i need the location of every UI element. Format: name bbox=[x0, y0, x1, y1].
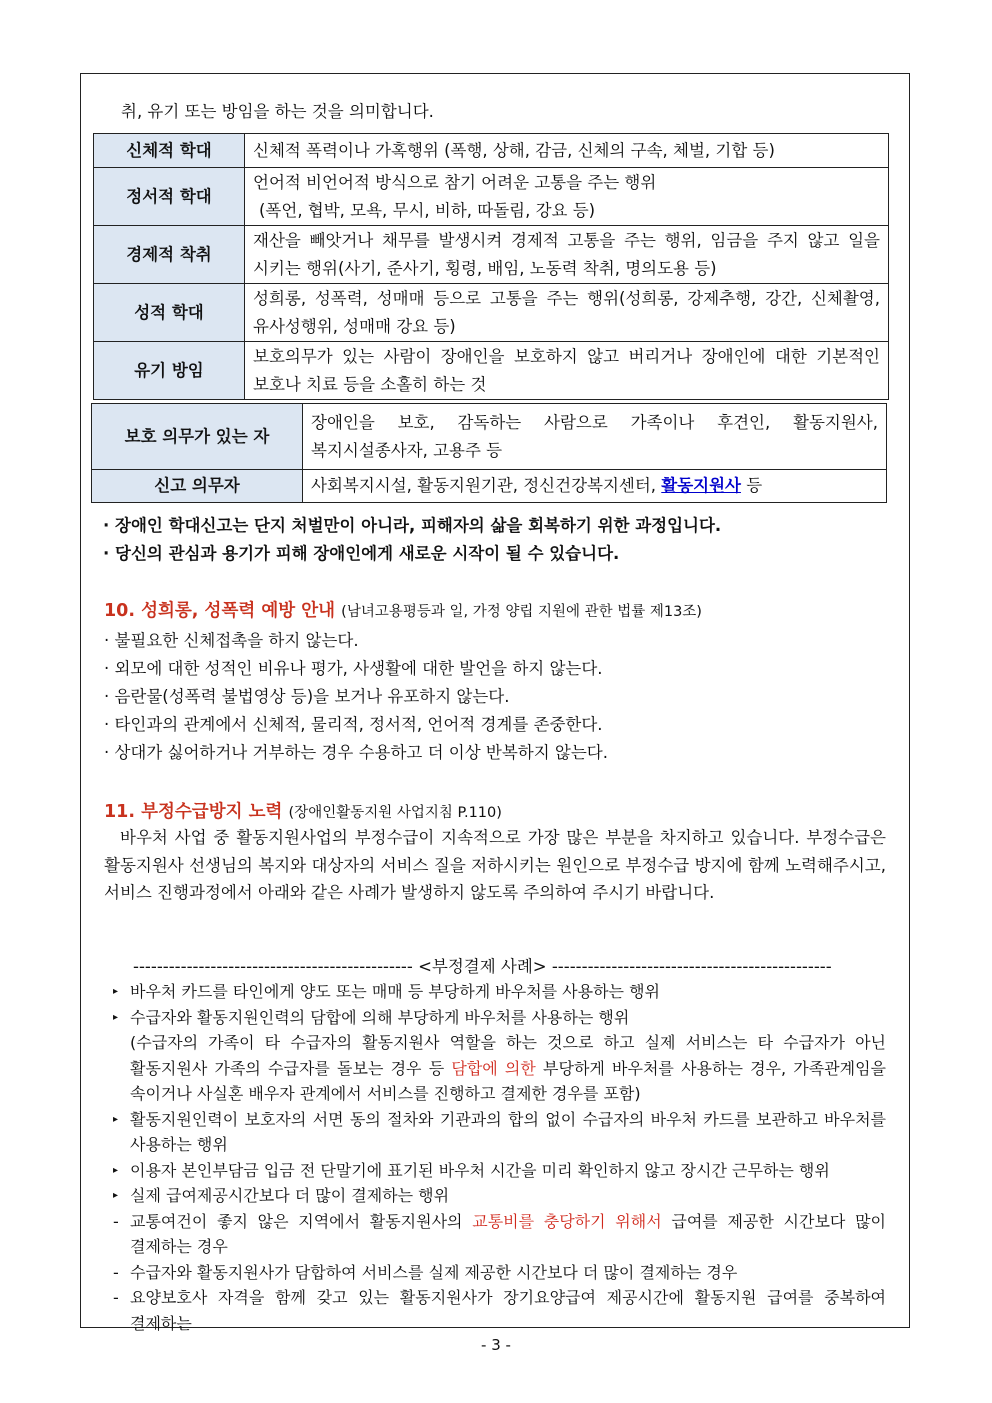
abuse-label: 유기 방임 bbox=[94, 342, 245, 400]
table-row bbox=[94, 284, 889, 342]
reporter-label: 신고 의무자 bbox=[92, 470, 303, 503]
case-text: 바우처 카드를 타인에게 양도 또는 매매 등 부당하게 바우처를 사용하는 행위 bbox=[130, 982, 660, 1001]
section-reference: (남녀고용평등과 일, 가정 양립 지원에 관한 법률 제13조) bbox=[341, 604, 702, 620]
bullet-marker: ▸ bbox=[113, 986, 119, 997]
list-item: · 타인과의 관계에서 신체적, 물리적, 정서적, 언어적 경계를 존중한다. bbox=[104, 715, 603, 734]
section-reference: (장애인활동지원 사업지침 P.110) bbox=[288, 805, 502, 821]
reporter-tail: 등 bbox=[746, 476, 763, 495]
note-line: · 당신의 관심과 용기가 피해 장애인에게 새로운 시작이 될 수 있습니다. bbox=[103, 544, 620, 563]
case-text: 급여를 제공한 시간보다 많이 결제하는 경우 bbox=[130, 1211, 886, 1256]
list-item bbox=[113, 979, 886, 1005]
section-title: 11. 부정수급방지 노력 bbox=[104, 802, 283, 822]
case-text: 교통여건이 좋지 않은 지역에서 활동지원사의 bbox=[130, 1211, 463, 1231]
abuse-desc: 재산을 빼앗거나 채무를 발생시켜 경제적 고통을 주는 행위, 임금을 주지 않고 일을 시키는 행위(사기, 준사기, 횡령, 배임, 노동력 착취, 명의도용 등) bbox=[245, 226, 889, 284]
section-11-paragraph: 바우처 사업 중 활동지원사업의 부정수급이 지속적으로 가장 많은 부분을 차지하고 있습니다. 부정수급은 활동지원사 선생님의 복지와 대상자의 서비스 질을 저하시키는 원인으로 부정수급 방지에 함께 노력해주시고, 서비스 진행과정에서 아래와 같은 사례가 발생하지 않도록 주의하여 주시기 바랍니다. bbox=[104, 828, 886, 902]
bullet-marker: ▸ bbox=[113, 1190, 119, 1201]
case-text: 실제 급여제공시간보다 더 많이 결제하는 행위 bbox=[130, 1186, 450, 1205]
table-row bbox=[94, 168, 889, 226]
table-row bbox=[92, 404, 887, 470]
abuse-label: 성적 학대 bbox=[94, 284, 245, 342]
table-row bbox=[94, 226, 889, 284]
reporter-desc: 사회복지시설, 활동지원기관, 정신건강복지센터, bbox=[311, 476, 657, 495]
bullet-marker: ▸ bbox=[113, 1011, 119, 1023]
list-item bbox=[113, 1183, 886, 1209]
abuse-desc: 보호의무가 있는 사람이 장애인을 보호하지 않고 버리거나 장애인에 대한 기본적인 보호나 치료 등을 소홀히 하는 것 bbox=[245, 342, 889, 400]
guardian-desc: 장애인을 보호, 감독하는 사람으로 가족이나 후견인, 활동지원사, 복지시설종사자, 고용주 등 bbox=[303, 404, 887, 470]
list-item: · 음란물(성폭력 불법영상 등)을 보거나 유포하지 않는다. bbox=[104, 687, 510, 706]
highlight-text: 담합에 의한 bbox=[451, 1058, 536, 1078]
list-item bbox=[113, 1209, 886, 1260]
abuse-label: 신체적 학대 bbox=[94, 134, 245, 168]
intro-line: 취, 유기 또는 방임을 하는 것을 의미합니다. bbox=[121, 102, 434, 121]
abuse-desc-cell bbox=[245, 168, 889, 226]
case-detail-text: (수급자의 가족이 타 수급자의 활동지원사 역할을 하는 것으로 하고 실제 서비스는 타 수급자가 아닌 활동지원사 가족의 수급자를 돌보는 경우 등 bbox=[130, 1033, 886, 1078]
reporter-desc-cell bbox=[303, 470, 887, 503]
bullet-marker: ▸ bbox=[113, 1113, 119, 1125]
bullet-marker: ▸ bbox=[113, 1164, 119, 1176]
case-separator: ----------------------------------------------- <부정결제 사례> ----------------------------------------------- bbox=[133, 957, 832, 976]
abuse-type-table bbox=[93, 133, 889, 400]
table-row bbox=[94, 342, 889, 400]
dash-marker: - bbox=[113, 1262, 119, 1282]
dash-marker: - bbox=[113, 1288, 119, 1307]
table-row bbox=[94, 134, 889, 168]
case-text: 수급자와 활동지원인력의 담합에 의해 부당하게 바우처를 사용하는 행위 bbox=[130, 1007, 630, 1027]
case-text: 이용자 본인부담금 입금 전 단말기에 표기된 바우처 시간을 미리 확인하지 않고 장시간 근무하는 행위 bbox=[130, 1160, 830, 1180]
case-list bbox=[113, 979, 886, 1336]
list-item: · 외모에 대한 성적인 비유나 평가, 사생활에 대한 발언을 하지 않는다. bbox=[104, 659, 603, 678]
list-item bbox=[113, 1107, 886, 1158]
case-text: 활동지원인력이 보호자의 서면 동의 절차와 기관과의 합의 없이 수급자의 바우처 카드를 보관하고 바우처를 사용하는 행위 bbox=[130, 1109, 886, 1154]
abuse-desc: 신체적 폭력이나 가혹행위 (폭행, 상해, 감금, 신체의 구속, 체벌, 기합 등) bbox=[245, 134, 889, 168]
case-detail-text: 부당하게 바우처를 사용하는 경우, 가족관계임을 속이거나 사실혼 배우자 관계에서 서비스를 진행하고 결제한 경우를 포함) bbox=[130, 1058, 887, 1103]
guardian-label: 보호 의무가 있는 자 bbox=[92, 404, 303, 470]
abuse-desc-examples: (폭언, 협박, 모욕, 무시, 비하, 따돌림, 강요 등) bbox=[259, 200, 596, 220]
case-detail bbox=[113, 1030, 886, 1107]
page-number: - 3 - bbox=[481, 1336, 511, 1354]
case-text: 수급자와 활동지원사가 담합하여 서비스를 실제 제공한 시간보다 더 많이 결제하는 경우 bbox=[130, 1262, 738, 1282]
section-title: 10. 성희롱, 성폭력 예방 안내 bbox=[104, 601, 336, 621]
list-item bbox=[113, 1260, 886, 1286]
table-row bbox=[92, 470, 887, 503]
section-10-heading bbox=[104, 597, 702, 622]
list-item bbox=[113, 1285, 886, 1336]
note-line: · 장애인 학대신고는 단지 처벌만이 아니라, 피해자의 삶을 회복하기 위한 과정입니다. bbox=[103, 516, 722, 535]
list-item bbox=[113, 1005, 886, 1031]
highlight-text: 교통비를 충당하기 위해서 bbox=[472, 1211, 662, 1231]
list-item: · 불필요한 신체접촉을 하지 않는다. bbox=[104, 631, 359, 650]
section-11-heading bbox=[104, 798, 502, 823]
abuse-desc: 성희롱, 성폭력, 성매매 등으로 고통을 주는 행위(성희롱, 강제추행, 강간, 신체촬영, 유사성행위, 성매매 강요 등) bbox=[245, 284, 889, 342]
list-item: · 상대가 싫어하거나 거부하는 경우 수용하고 더 이상 반복하지 않는다. bbox=[104, 743, 608, 762]
abuse-desc: 언어적 비언어적 방식으로 참기 어려운 고통을 주는 행위 bbox=[253, 172, 657, 192]
list-item bbox=[113, 1158, 886, 1184]
case-text: 요양보호사 자격을 함께 갖고 있는 활동지원사가 장기요양급여 제공시간에 활동지원 급여를 중복하여 결제하는 bbox=[130, 1288, 886, 1333]
abuse-label: 정서적 학대 bbox=[94, 168, 245, 226]
abuse-label: 경제적 착취 bbox=[94, 226, 245, 284]
helper-link[interactable]: 활동지원사 bbox=[661, 476, 741, 495]
dash-marker: - bbox=[113, 1211, 119, 1231]
duty-table bbox=[91, 403, 887, 503]
